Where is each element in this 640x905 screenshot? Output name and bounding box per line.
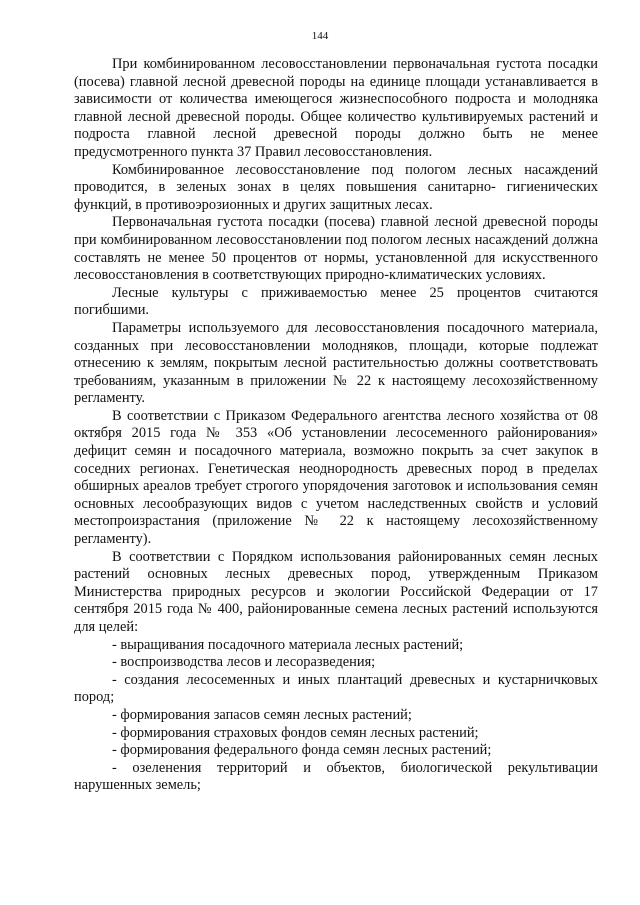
list-item: - формирования запасов семян лесных растений; bbox=[112, 706, 412, 723]
paragraph-planting-material: Параметры используемого для лесовосстановления посадочного материала, созданных при лесовосстановлении молодняков, площади, которые подлежат отнесению к землям, покрытым лесной растительностью должны соответствовать требованиям, указанным в приложении № 22 к настоящему лесохозяйственному регламенту. bbox=[74, 319, 598, 407]
list-item: - озеленения территорий и объектов, биологической рекультивации нарушенных земель; bbox=[74, 759, 598, 794]
list-item: - формирования страховых фондов семян лесных растений; bbox=[112, 724, 479, 741]
paragraph-combined-reforestation: При комбинированном лесовосстановлении первоначальная густота посадки (посева) главной лесной древесной породы на единице площади устанавливается в зависимости от количества имеющегося жизнеспособного подроста и молодняка главной лесной древесной породы. Общее количество культивируемых растений и подроста главной лесной древесной породы должно быть не менее предусмотренного пункта 37 Правил лесовосстановления. bbox=[74, 56, 598, 160]
paragraph-survival-rate: Лесные культуры с приживаемостью менее 25 процентов считаются погибшими. bbox=[74, 284, 598, 319]
paragraph-seed-usage-order: В соответствии с Порядком использования районированных семян лесных растений основных лесных древесных пород, утвержденным Приказом Министерства природных ресурсов и экологии Российской Федерации от 17 сентября 2015 года № 400, районированные семена лесных растений используются для целей: bbox=[74, 548, 598, 635]
paragraph-seed-zoning: В соответствии с Приказом Федерального агентства лесного хозяйства от 08 октября 2015 года № 353 «Об установлении лесосеменного районирования» дефицит семян и посадочного материала, возможно покрыть за счет закупок в соседних регионах. Генетическая неоднородность древесных пород в пределах обширных ареалов требует строгого упорядочения заготовок и использования семян основных лесообразующих видов с учетом наследственных свойств и условий местопроизрастания (приложение № 22 к настоящему лесохозяйственному регламенту). bbox=[74, 407, 598, 548]
document-body bbox=[74, 56, 598, 795]
page-number: 144 bbox=[311, 30, 329, 42]
list-item: - формирования федерального фонда семян лесных растений; bbox=[112, 742, 492, 759]
paragraph-canopy-reforestation: Комбинированное лесовосстановление под пологом лесных насаждений проводится, в зеленых зонах в целях повышения санитарно- гигиенических функций, в противоэрозионных и других защитных лесах. bbox=[74, 161, 598, 213]
paragraph-initial-density: Первоначальная густота посадки (посева) главной лесной древесной породы при комбинированном лесовосстановлении под пологом лесных насаждений должна составлять не менее 50 процентов от нормы, установленной для искусственного лесовосстановления в соответствующих природно-климатических условиях. bbox=[74, 214, 598, 284]
list-item: - создания лесосеменных и иных плантаций древесных и кустарничковых пород; bbox=[74, 671, 598, 706]
list-item: - выращивания посадочного материала лесных растений; bbox=[112, 636, 464, 653]
list-item: - воспроизводства лесов и лесоразведения; bbox=[112, 654, 376, 671]
